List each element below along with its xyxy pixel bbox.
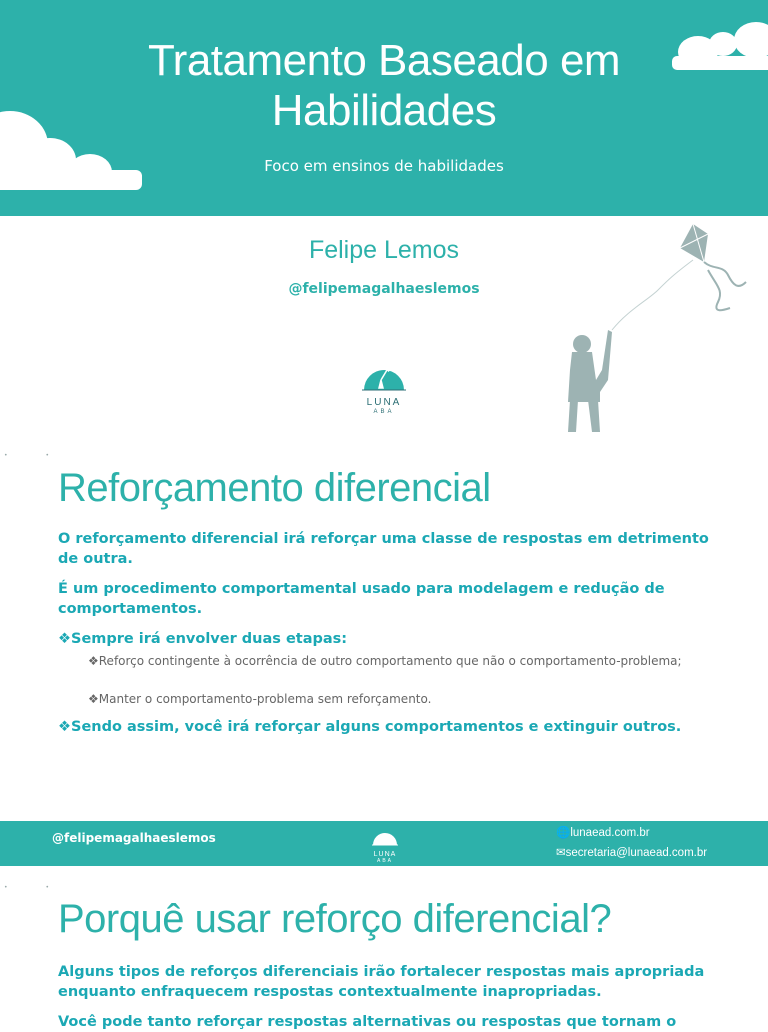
child-with-kite-illustration — [548, 220, 753, 435]
sub-bullet-item: ❖Manter o comportamento-problema sem reforçamento. — [88, 692, 432, 706]
paragraph: O reforçamento diferencial irá reforçar uma classe de respostas em detrimento de outra. — [58, 531, 709, 567]
luna-aba-logo: LUNA ABA — [354, 360, 414, 416]
sub-bullet-item: ❖Reforço contingente à ocorrência de outro comportamento que não o comportamento-problema; — [88, 654, 682, 668]
footer-email[interactable]: ✉secretaria@lunaead.com.br — [556, 847, 708, 859]
slide-title: Porquê usar reforço diferencial? — [58, 897, 612, 941]
presentation-subtitle: Foco em ensinos de habilidades — [264, 157, 504, 175]
footer-handle: @felipemagalhaeslemos — [52, 831, 216, 845]
slide-title: Reforçamento diferencial — [58, 466, 491, 510]
paragraph: Alguns tipos de reforços diferenciais irão fortalecer respostas mais apropriada enquanto enfraquecem respostas contextualmente inapropriadas. — [58, 964, 705, 1000]
globe-icon: 🌐 — [556, 827, 571, 839]
presentation-title: Tratamento Baseado em Habilidades — [147, 36, 621, 135]
slide-separator-dots: • • — [4, 884, 67, 891]
bullet-item: ❖Sempre irá envolver duas etapas: — [58, 631, 348, 647]
title-banner — [0, 0, 768, 216]
author-handle: @felipemagalhaeslemos — [288, 281, 480, 297]
slide-footer — [0, 821, 768, 866]
slide-separator-dots: • • — [4, 452, 67, 459]
footer-website[interactable]: 🌐lunaead.com.br — [556, 827, 650, 839]
paragraph: É um procedimento comportamental usado para modelagem e redução de comportamentos. — [58, 581, 665, 617]
envelope-icon: ✉ — [556, 847, 566, 859]
footer-logo: LUNA ABA — [368, 825, 402, 864]
paragraph: Você pode tanto reforçar respostas alternativas ou respostas que tornam o — [58, 1014, 677, 1030]
logo-circle-icon — [359, 360, 409, 394]
bullet-item: ❖Sendo assim, você irá reforçar alguns comportamentos e extinguir outros. — [58, 719, 682, 735]
author-name: Felipe Lemos — [308, 236, 460, 264]
logo-circle-icon — [370, 825, 400, 847]
